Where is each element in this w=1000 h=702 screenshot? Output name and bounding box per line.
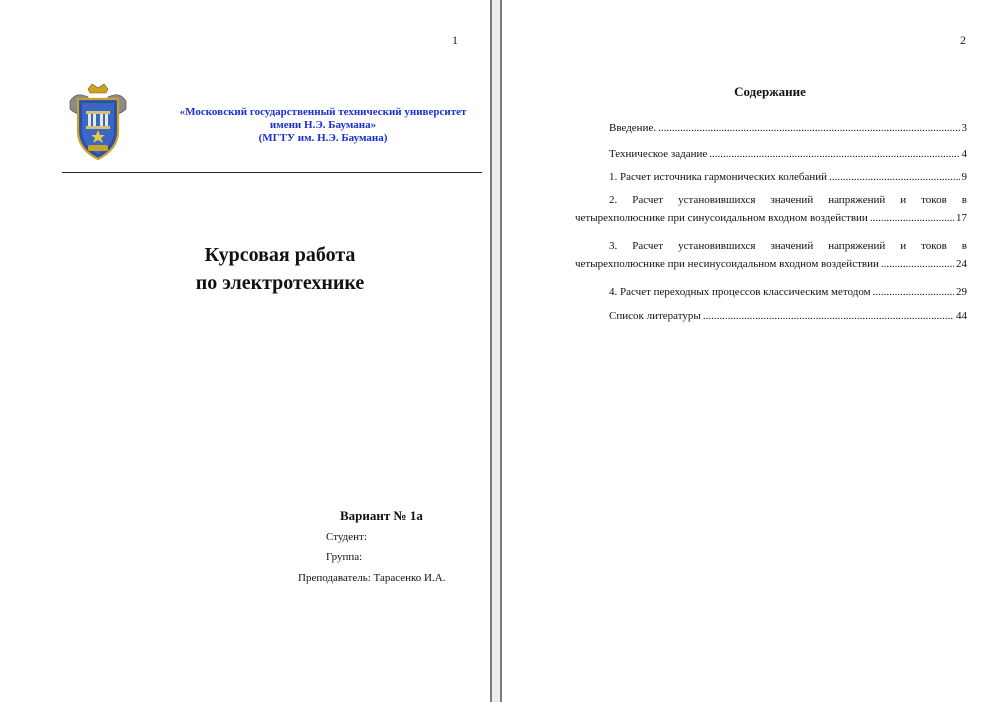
- toc-entry-section-4[interactable]: [575, 285, 967, 299]
- toc-entry-label: Введение.: [609, 122, 657, 134]
- title-line2: по электротехнике: [195, 272, 365, 294]
- page-number: 2: [960, 33, 966, 47]
- toc-entry-section-1[interactable]: [575, 170, 967, 184]
- toc-entry-label: 4. Расчет переходных процессов классическим методом: [609, 286, 871, 298]
- university-name-line2: имени Н.Э. Баумана»: [269, 119, 377, 131]
- title-line1: Курсовая работа: [204, 244, 356, 266]
- toc-entry-label-line2: четырехполюснике при несинусоидальном входном воздействии: [575, 258, 879, 270]
- toc-entry-page: 3: [961, 122, 967, 134]
- university-emblem-icon: [66, 83, 130, 163]
- student-label: Студент:: [326, 531, 367, 543]
- toc-entry-label: Список литературы: [609, 310, 701, 322]
- toc-entry-references[interactable]: [575, 309, 967, 323]
- toc-entry-label-line1: 2. Расчет установившихся значений напряжений и токов в: [609, 194, 967, 206]
- university-name: [150, 106, 490, 145]
- toc-entry-label: 1. Расчет источника гармонических колебаний: [609, 171, 828, 183]
- toc-entry-label-line1: 3. Расчет установившихся значений напряжений и токов в: [609, 240, 967, 252]
- group-label: Группа:: [326, 551, 363, 563]
- title-page: [0, 0, 490, 702]
- teacher-label: Преподаватель: Тарасенко И.А.: [298, 572, 446, 584]
- toc-entry-label-line2: четырехполюснике при синусоидальном входном воздействии: [575, 212, 868, 224]
- university-name-abbr: (МГТУ им. Н.Э. Баумана): [258, 132, 388, 144]
- variant-label: Вариант № 1а: [340, 508, 423, 523]
- toc-entry-page: 9: [961, 171, 967, 183]
- header-divider: [62, 172, 482, 173]
- toc-entry-label: Техническое задание: [609, 148, 708, 160]
- toc-entry-section-3[interactable]: [575, 239, 967, 271]
- contents-heading: Содержание: [734, 84, 806, 99]
- university-name-line1: «Московский государственный технический университет: [179, 106, 467, 118]
- toc-entry-technical-task[interactable]: [575, 147, 967, 161]
- document-title: [150, 241, 410, 297]
- toc-entry-page: 24: [956, 258, 967, 270]
- toc-entry-page: 44: [956, 310, 967, 322]
- toc-entry-intro[interactable]: [575, 121, 967, 135]
- toc-entry-page: 17: [956, 212, 967, 224]
- toc-entry-section-2[interactable]: [575, 193, 967, 225]
- toc-entry-page: 29: [956, 286, 967, 298]
- page-gap: [492, 0, 500, 702]
- page-separator: [500, 0, 502, 702]
- page-number: 1: [452, 33, 458, 47]
- contents-page: [503, 0, 1000, 702]
- toc-entry-page: 4: [961, 148, 967, 160]
